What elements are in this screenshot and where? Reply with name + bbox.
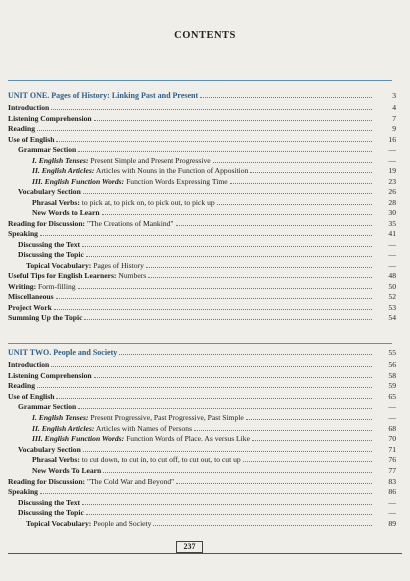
toc-entry	[8, 291, 396, 301]
toc-entry	[32, 465, 396, 475]
leader-dots	[230, 183, 372, 184]
leader-dots	[176, 483, 372, 484]
toc-entry	[18, 401, 396, 411]
entry-page: 65	[388, 391, 396, 401]
entry-text: Articles with Nouns in the Function of Apposition	[95, 166, 249, 175]
entry-text: Vocabulary Section	[18, 444, 81, 454]
leader-dots	[56, 141, 372, 142]
footer-rule	[8, 553, 402, 554]
toc-entry	[8, 359, 396, 369]
toc-entry	[18, 239, 396, 249]
leader-dots	[82, 504, 372, 505]
entry-page: 89	[388, 519, 396, 528]
leader-dots	[243, 461, 372, 462]
entry-text: Articles with Names of Persons	[95, 423, 193, 433]
toc-entry	[18, 507, 396, 517]
toc-entry	[8, 123, 396, 133]
toc-entry	[8, 380, 396, 390]
unit1-page: 3	[392, 91, 396, 100]
toc-entry	[32, 176, 396, 186]
leader-dots	[54, 309, 372, 310]
entry-page: 86	[388, 487, 396, 497]
toc-entry	[18, 249, 396, 259]
entry-label: II. English Articles:	[32, 166, 95, 175]
leader-dots	[78, 288, 372, 289]
entry-page: 26	[388, 187, 396, 196]
toc-entry	[8, 134, 396, 144]
toc-entry	[8, 391, 396, 401]
leader-dots	[94, 120, 372, 121]
entry-page: —	[388, 155, 396, 165]
leader-dots	[176, 225, 372, 226]
entry-text: Reading	[8, 381, 36, 391]
entry-page: 7	[392, 113, 396, 123]
entry-page: 56	[388, 360, 396, 369]
entry-page: —	[388, 508, 396, 518]
entry-label: Phrasal Verbs:	[32, 197, 80, 207]
entry-text: Speaking	[8, 487, 38, 497]
entry-text: New Words To Learn	[32, 466, 102, 475]
leader-dots	[94, 377, 372, 378]
entry-label: Phrasal Verbs:	[32, 455, 80, 465]
entry-page: 30	[388, 208, 396, 217]
entry-page: 19	[388, 166, 396, 175]
leader-dots	[51, 366, 372, 367]
toc-entry	[32, 197, 396, 207]
leader-dots	[252, 440, 372, 441]
entry-text: Discussing the Text	[18, 497, 81, 507]
entry-text: Present Simple and Present Progressive	[90, 155, 211, 165]
entry-text: to pick at, to pick on, to pick out, to pick up	[81, 197, 215, 207]
entry-page: 41	[388, 229, 396, 238]
leader-dots	[51, 109, 372, 110]
entry-text: Function Words Expressing Time	[126, 176, 228, 186]
toc-entry	[32, 433, 396, 443]
entry-text: Grammar Section	[18, 145, 77, 154]
entry-text: Listening Comprehension	[8, 113, 92, 123]
entry-page: —	[388, 413, 396, 422]
leader-dots	[246, 419, 372, 420]
entry-page: —	[388, 145, 396, 154]
entry-label: I. English Tenses:	[32, 155, 89, 165]
leader-dots	[217, 204, 372, 205]
toc-entry	[32, 423, 396, 433]
entry-page: 52	[388, 292, 396, 301]
entry-label: I. English Tenses:	[32, 413, 89, 422]
entry-page: —	[388, 239, 396, 249]
entry-text: Discussing the Text	[18, 239, 81, 249]
entry-text: Introduction	[8, 360, 50, 369]
entry-label: III. English Function Words:	[32, 434, 125, 444]
entry-text: Numbers	[118, 271, 147, 280]
toc-entry	[8, 228, 396, 238]
leader-dots	[56, 398, 372, 399]
entry-label: II. English Articles:	[32, 423, 95, 433]
toc-entry	[32, 454, 396, 464]
leader-dots	[213, 162, 372, 163]
entry-page: 83	[388, 476, 396, 486]
unit2-heading	[8, 347, 396, 357]
entry-page: 4	[392, 103, 396, 112]
leader-dots	[83, 451, 372, 452]
entry-text: Grammar Section	[18, 402, 77, 412]
entry-page: —	[388, 260, 396, 270]
leader-dots	[37, 130, 372, 131]
entry-text: "The Cold War and Beyond"	[86, 476, 175, 486]
leader-dots	[102, 214, 372, 215]
leader-dots	[200, 97, 372, 98]
entry-page: 28	[388, 197, 396, 207]
entry-text: Pages of History	[93, 260, 144, 270]
unit1-title: UNIT ONE. Pages of History: Linking Past and Present	[8, 91, 199, 100]
toc-entry	[26, 518, 396, 528]
leader-dots	[250, 172, 372, 173]
unit2-page: 55	[388, 348, 396, 357]
leader-dots	[84, 319, 372, 320]
leader-dots	[86, 256, 372, 257]
toc-entry	[8, 102, 396, 112]
entry-text: New Words to Learn	[32, 208, 100, 217]
page-title: CONTENTS	[174, 30, 236, 41]
leader-dots	[146, 267, 372, 268]
entry-text: to cut down, to cut in, to cut off, to cut out, to cut up	[81, 455, 241, 465]
toc-entry	[18, 497, 396, 507]
entry-label: Topical Vocabulary:	[26, 260, 92, 270]
entry-label: Useful Tips for English Learners:	[8, 271, 117, 280]
entry-text: Function Words of Place. As versus Like	[126, 434, 250, 444]
toc-entry	[8, 476, 396, 486]
entry-text: Introduction	[8, 103, 50, 112]
entry-page: 54	[388, 313, 396, 322]
leader-dots	[83, 193, 372, 194]
leader-dots	[40, 493, 372, 494]
entry-label: III. English Function Words:	[32, 176, 125, 186]
entry-page: —	[388, 402, 396, 412]
toc-entry	[8, 218, 396, 228]
leader-dots	[40, 235, 372, 236]
entry-page: —	[388, 497, 396, 507]
entry-text: Vocabulary Section	[18, 187, 81, 196]
leader-dots	[37, 387, 372, 388]
entry-text: People and Society	[93, 519, 152, 528]
entry-text: Miscellaneous	[8, 292, 54, 301]
toc-entry	[8, 312, 396, 322]
entry-label: Topical Vocabulary:	[26, 519, 92, 528]
entry-text: Present Progressive, Past Progressive, Past Simple	[90, 413, 244, 422]
toc-entry	[8, 270, 396, 280]
leader-dots	[78, 408, 372, 409]
entry-page: 9	[392, 124, 396, 133]
leader-dots	[103, 472, 372, 473]
entry-label: Reading for Discussion:	[8, 476, 86, 486]
leader-dots	[119, 354, 372, 355]
entry-text: Project Work	[8, 302, 52, 312]
toc-entry	[8, 113, 396, 123]
entry-text: Discussing the Topic	[18, 508, 84, 518]
toc-entry	[26, 260, 396, 270]
toc-entry	[8, 370, 396, 380]
entry-text: Use of English	[8, 391, 55, 401]
entry-text: Speaking	[8, 229, 38, 238]
entry-page: 48	[388, 271, 396, 280]
leader-dots	[153, 525, 372, 526]
entry-text: "The Creations of Mankind"	[86, 218, 174, 228]
toc-entry	[18, 444, 396, 454]
entry-page: —	[388, 250, 396, 259]
leader-dots	[86, 514, 372, 515]
toc-entry	[8, 302, 396, 312]
entry-page: 16	[388, 134, 396, 144]
toc-entry	[18, 186, 396, 196]
leader-dots	[82, 246, 372, 247]
leader-dots	[148, 277, 372, 278]
entry-text: Reading	[8, 124, 36, 133]
unit2-title: UNIT TWO. People and Society	[8, 348, 118, 357]
entry-page: 35	[388, 218, 396, 228]
leader-dots	[56, 298, 372, 299]
entry-page: 77	[388, 466, 396, 475]
page-number: 237	[176, 541, 203, 553]
toc-entry	[32, 207, 396, 217]
entry-page: 58	[388, 370, 396, 380]
toc-entry	[32, 165, 396, 175]
entry-text: Listening Comprehension	[8, 370, 92, 380]
entry-page: 53	[388, 302, 396, 312]
entry-label: Reading for Discussion:	[8, 218, 86, 228]
toc-entry	[32, 155, 396, 165]
toc-entry	[18, 144, 396, 154]
leader-dots	[194, 430, 372, 431]
entry-page: 76	[388, 455, 396, 465]
entry-page: 23	[388, 176, 396, 186]
toc-entry	[8, 281, 396, 291]
toc-entry	[32, 412, 396, 422]
entry-text: Summing Up the Topic	[8, 313, 83, 322]
entry-page: 50	[388, 281, 396, 291]
unit1-top-rule	[8, 80, 392, 81]
unit1-heading	[8, 90, 396, 100]
entry-text: Discussing the Topic	[18, 250, 84, 259]
toc-entry	[8, 486, 396, 496]
entry-page: 68	[388, 423, 396, 433]
entry-page: 71	[388, 444, 396, 454]
entry-text: Form-filling	[38, 281, 76, 291]
entry-text: Use of English	[8, 134, 55, 144]
leader-dots	[78, 151, 372, 152]
entry-label: Writing:	[8, 281, 37, 291]
entry-page: 59	[388, 381, 396, 391]
entry-page: 70	[388, 434, 396, 444]
unit2-top-rule	[8, 343, 392, 344]
